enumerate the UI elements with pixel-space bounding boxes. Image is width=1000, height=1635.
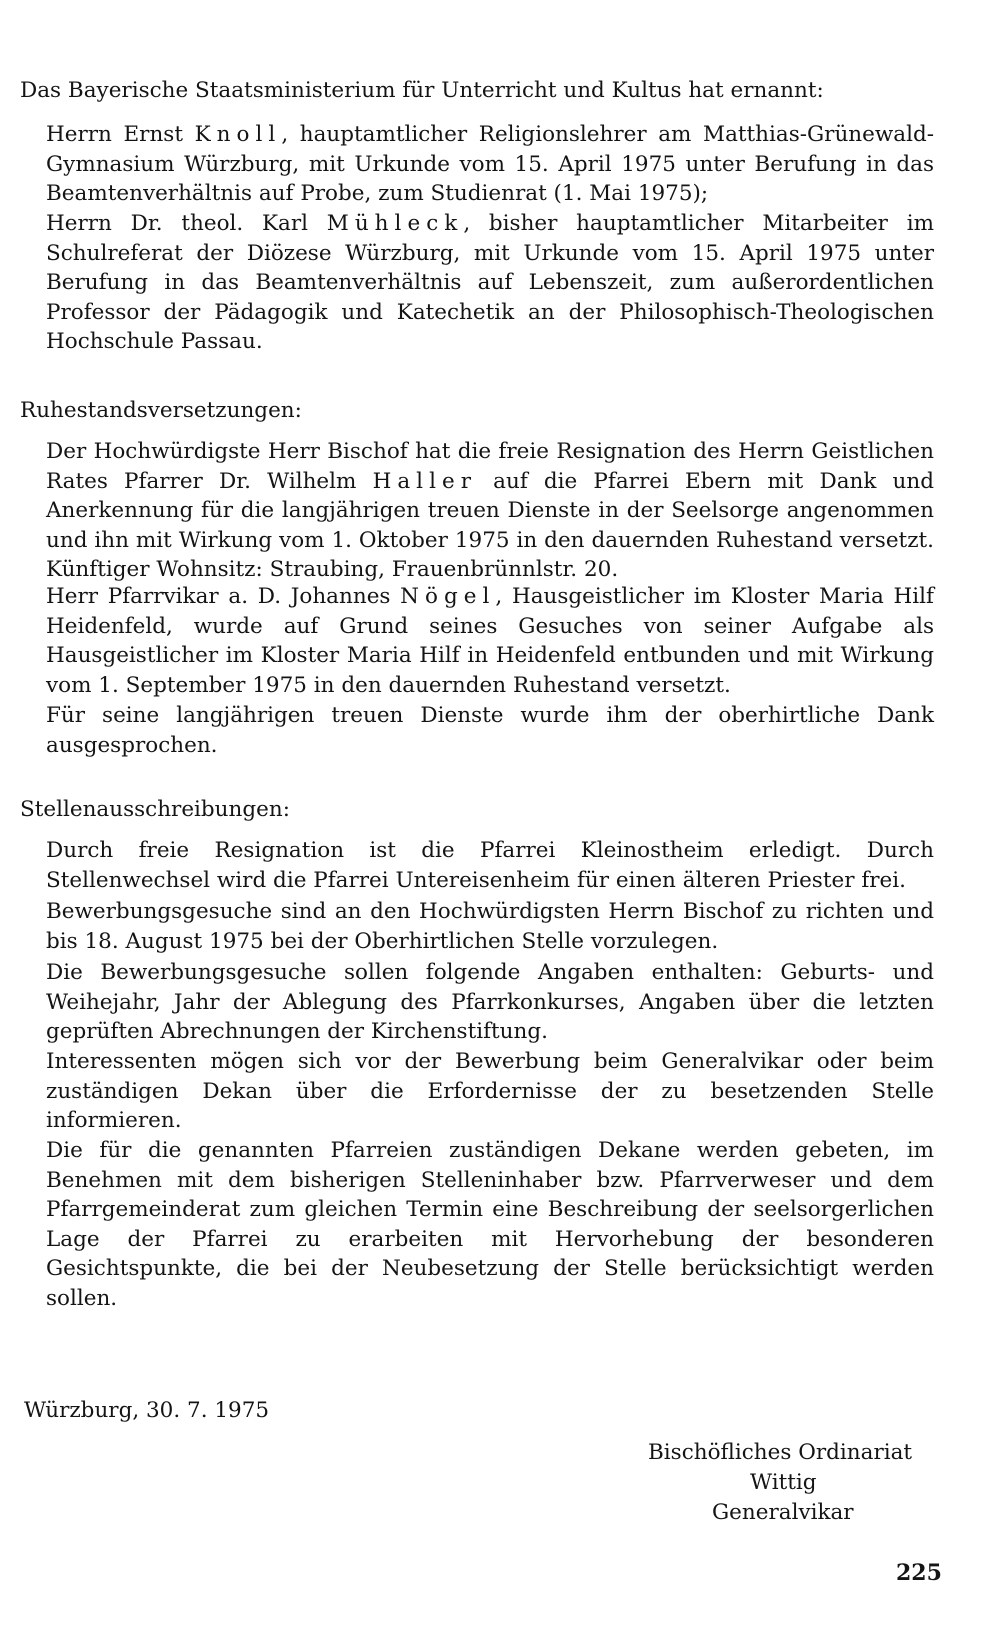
retirement-prefix: Der Hochwürdigste Herr Bischof hat die freie Resignation des Herrn Geistlichen Rates Pfarrer Dr. Wilhelm — [46, 439, 934, 494]
retirement-prefix: Herr Pfarrvikar a. D. Johannes — [46, 584, 401, 609]
signature-organization: Bischöfliches Ordinariat — [648, 1440, 913, 1465]
page-number: 225 — [896, 1560, 942, 1586]
person-name: Nögel — [400, 584, 496, 609]
appointment-knoll — [46, 120, 934, 209]
signature-title: Generalvikar — [712, 1500, 854, 1525]
vacancy-paragraph: Bewerbungsgesuche sind an den Hochwürdigsten Herrn Bischof zu richten und bis 18. August 1975 bei der Oberhirtlichen Stelle vorzulegen. — [46, 899, 934, 954]
retirement-haller — [46, 437, 934, 585]
vacancy-paragraph: Interessenten mögen sich vor der Bewerbung beim Generalvikar oder beim zuständigen Dekan über die Erfordernisse der zu besetzenden Stelle informieren. — [46, 1049, 934, 1133]
person-name: Haller — [372, 468, 478, 494]
appointment-text: , bisher hauptamtlicher Mitarbeiter im Schulreferat der Diözese Würzburg, mit Urkunde vom 15. April 1975 unter Berufung in das Beamtenverhältnis auf Lebenszeit, zum außerordentlichen Professor der Pädagogik und Katechetik an der Philosophisch-Theologischen Hochschule Passau. — [46, 211, 934, 354]
vacancy-paragraph: Die für die genannten Pfarreien zuständigen Dekane werden gebeten, im Benehmen mit dem bisherigen Stelleninhaber bzw. Pfarrverweser und dem Pfarrgemeinderat zum gleichen Termin eine Beschreibung der seelsorgerlichen Lage der Pfarrei zu erarbeiten mit Hervorhebung der besonderen Gesichtspunkte, die bei der Neubesetzung der Stelle berücksichtigt werden sollen. — [46, 1138, 934, 1311]
retirement-noegel — [46, 582, 934, 700]
retirements-heading: Ruhestandsversetzungen: — [20, 398, 302, 423]
retirement-text: auf die Pfarrei Ebern mit Dank und Anerkennung für die langjährigen treuen Dienste in der Seelsorge angenommen und ihn mit Wirkung vom 1. Oktober 1975 in den dauernden Ruhestand versetzt. Künftiger Wohnsitz: Straubing, Frauenbrünnlstr. 20. — [46, 468, 934, 582]
person-name: Knoll — [194, 122, 282, 147]
person-name: Mühleck — [326, 211, 464, 236]
vacancy-paragraph: Durch freie Resignation ist die Pfarrei Kleinostheim erledigt. Durch Stellenwechsel wird die Pfarrei Untereisenheim für einen älteren Priester frei. — [46, 838, 934, 893]
date-line: Würzburg, 30. 7. 1975 — [24, 1398, 270, 1423]
retirement-text: , Hausgeistlicher im Kloster Maria Hilf Heidenfeld, wurde auf Grund seines Gesuches von seiner Aufgabe als Hausgeistlicher im Kloster Maria Hilf in Heidenfeld entbunden und mit Wirkung vom 1. September 1975 in den dauernden Ruhestand versetzt. — [46, 584, 935, 698]
appointment-text: , hauptamtlicher Religionslehrer am Matthias-Grünewald-Gymnasium Würzburg, mit Urkunde vom 15. April 1975 unter Berufung in das Beamtenverhältnis auf Probe, zum Studienrat (1. Mai 1975); — [46, 122, 934, 206]
signature-block — [600, 1438, 980, 1528]
appointment-muehleck — [46, 209, 934, 357]
vacancy-paragraph: Die Bewerbungsgesuche sollen folgende Angaben enthalten: Geburts- und Weihejahr, Jahr der Ablegung des Pfarrkonkurses, Angaben über die letzten geprüften Abrechnungen der Kirchenstiftung. — [46, 960, 934, 1044]
vacancies-heading: Stellenausschreibungen: — [20, 797, 290, 822]
intro-heading: Das Bayerische Staatsministerium für Unterricht und Kultus hat ernannt: — [20, 78, 824, 103]
appointment-prefix: Herrn Ernst — [46, 122, 195, 147]
signature-name: Wittig — [750, 1470, 817, 1495]
appointment-prefix: Herrn Dr. theol. Karl — [46, 211, 327, 236]
retirement-closing: Für seine langjährigen treuen Dienste wurde ihm der oberhirtliche Dank ausgesprochen. — [46, 703, 934, 758]
